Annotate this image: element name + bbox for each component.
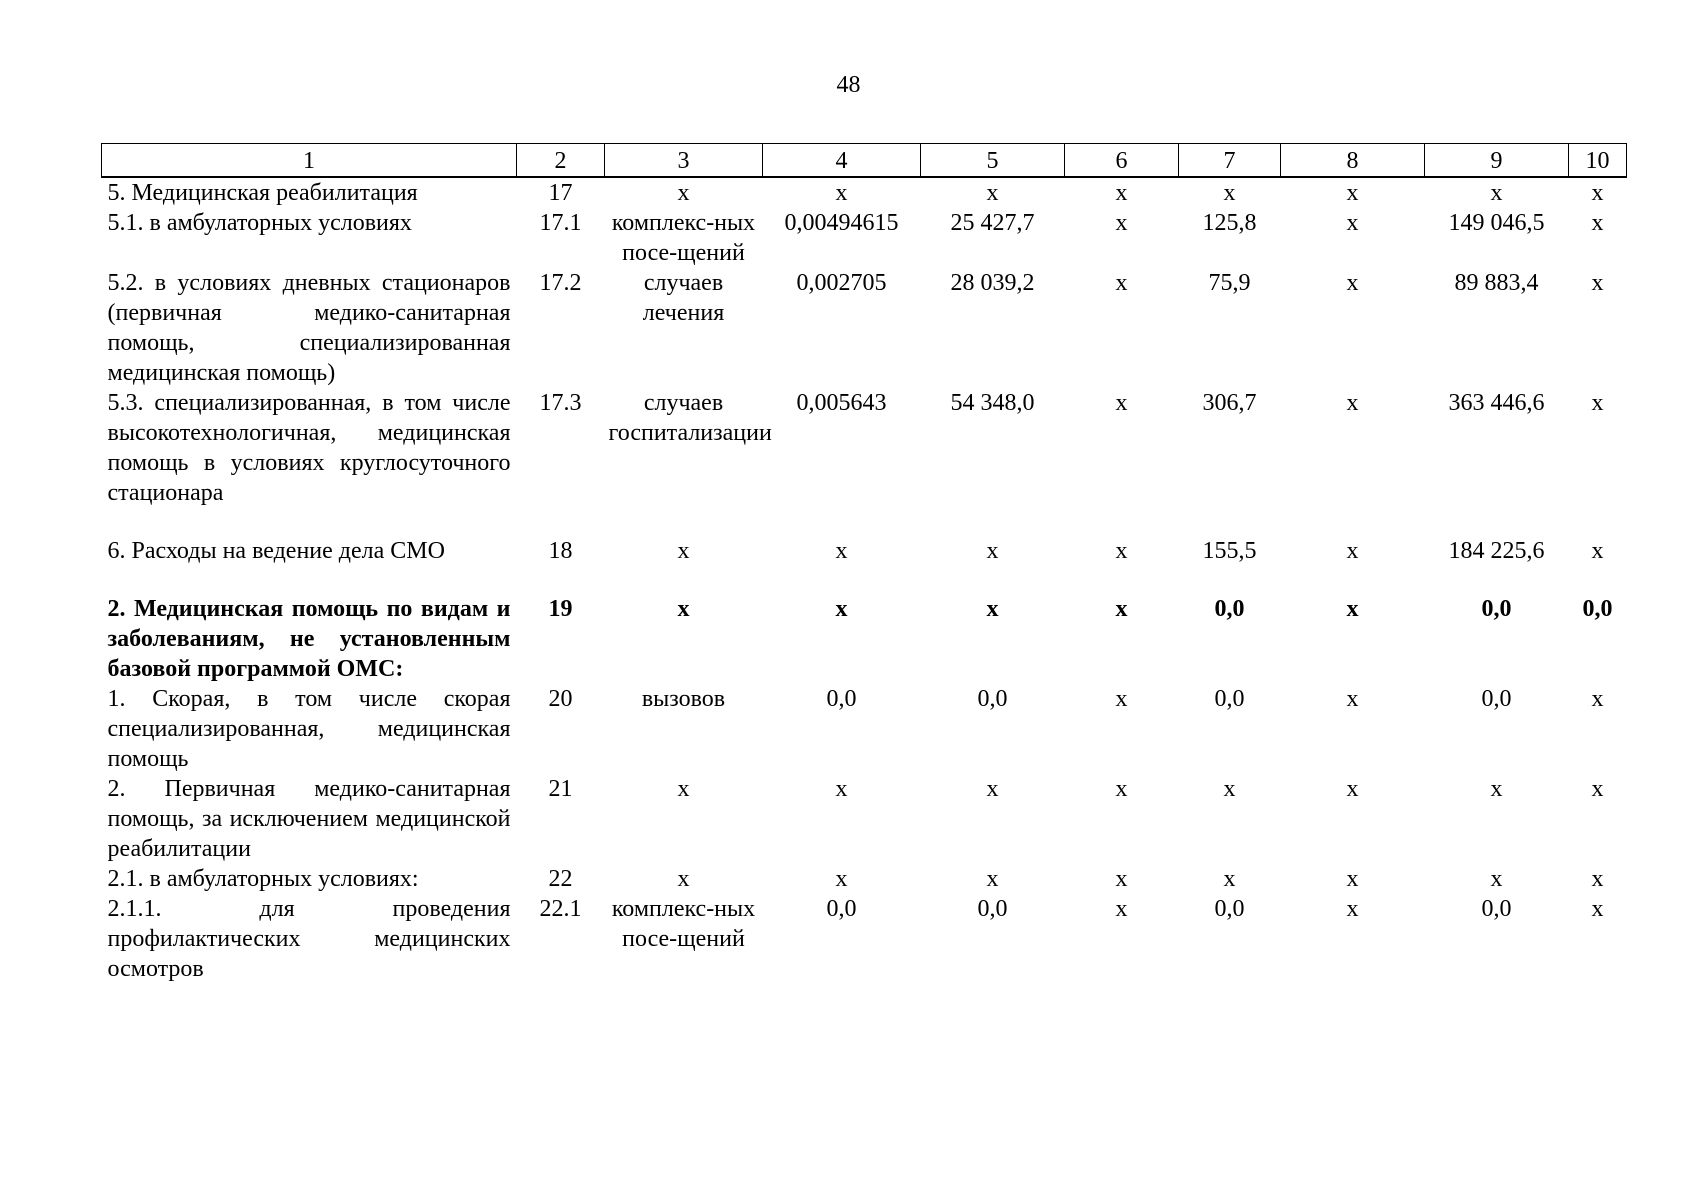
- row-value-6: х: [1115, 596, 1128, 622]
- row-value-7: х: [1223, 866, 1236, 892]
- table-body: [102, 177, 1627, 984]
- row-value-8: х: [1346, 180, 1359, 206]
- row-unit: х: [677, 866, 690, 892]
- column-header: 5: [921, 144, 1065, 178]
- column-number-row: [102, 144, 1627, 178]
- row-value-6: х: [1115, 210, 1128, 236]
- row-value-9: 184 225,6: [1448, 538, 1545, 564]
- row-value-4: 0,005643: [796, 390, 887, 416]
- row-value-8: х: [1346, 270, 1359, 296]
- row-code: 22: [548, 866, 573, 892]
- row-value-9: х: [1490, 776, 1503, 802]
- row-name: 5.2. в условиях дневных стационаров (первичная медико-санитарная помощь, специализированная медицинская помощь): [107, 270, 511, 386]
- page-number: 48: [836, 72, 861, 98]
- row-unit: комплекс-ных посе-щений: [611, 210, 756, 266]
- row-unit: х: [677, 180, 690, 206]
- row-value-9: 0,0: [1481, 686, 1512, 712]
- row-name: 2.1. в амбулаторных условиях:: [107, 866, 419, 892]
- row-value-5: х: [986, 180, 999, 206]
- row-name: 5. Медицинская реабилитация: [107, 180, 418, 206]
- table-row: [102, 208, 1627, 268]
- row-value-4: 0,0: [826, 686, 857, 712]
- row-value-6: х: [1115, 686, 1128, 712]
- row-unit: случаев госпитализации: [608, 390, 772, 446]
- row-unit: х: [677, 596, 690, 622]
- row-value-7: 125,8: [1202, 210, 1257, 236]
- row-value-7: 306,7: [1202, 390, 1257, 416]
- row-value-8: х: [1346, 776, 1359, 802]
- row-value-5: х: [986, 596, 999, 622]
- table-row: [102, 388, 1627, 508]
- row-value-6: х: [1115, 180, 1128, 206]
- row-value-8: х: [1346, 538, 1359, 564]
- row-value-5: х: [986, 866, 999, 892]
- table-row: [102, 684, 1627, 774]
- row-value-10: 0,0: [1582, 596, 1613, 622]
- table-row: [102, 774, 1627, 864]
- column-header: 3: [605, 144, 763, 178]
- column-header: 7: [1179, 144, 1281, 178]
- row-value-7: 0,0: [1214, 896, 1245, 922]
- row-value-9: 149 046,5: [1448, 210, 1545, 236]
- row-value-9: 363 446,6: [1448, 390, 1545, 416]
- row-value-6: х: [1115, 896, 1128, 922]
- row-value-9: х: [1490, 866, 1503, 892]
- row-value-10: х: [1591, 866, 1604, 892]
- row-value-4: х: [835, 776, 848, 802]
- row-unit: комплекс-ных посе-щений: [611, 896, 756, 952]
- row-value-9: 0,0: [1481, 596, 1512, 622]
- row-value-6: х: [1115, 270, 1128, 296]
- row-value-6: х: [1115, 776, 1128, 802]
- row-value-6: х: [1115, 538, 1128, 564]
- row-unit: х: [677, 538, 690, 564]
- table-row: [102, 864, 1627, 894]
- row-value-5: х: [986, 776, 999, 802]
- data-table: [101, 143, 1627, 984]
- row-value-5: 0,0: [977, 896, 1008, 922]
- row-name: 6. Расходы на ведение дела СМО: [107, 538, 445, 564]
- row-value-4: 0,0: [826, 896, 857, 922]
- row-name: 1. Скорая, в том числе скорая специализированная, медицинская помощь: [107, 686, 511, 772]
- row-code: 17: [548, 180, 573, 206]
- column-header: 9: [1425, 144, 1569, 178]
- table-row: [102, 536, 1627, 566]
- row-code: 22.1: [539, 896, 582, 922]
- row-value-7: 155,5: [1202, 538, 1257, 564]
- row-value-8: х: [1346, 896, 1359, 922]
- column-header: 8: [1281, 144, 1425, 178]
- row-name: 2. Медицинская помощь по видам и заболеваниям, не установленным базовой программой ОМС:: [107, 596, 511, 682]
- row-value-10: х: [1591, 270, 1604, 296]
- row-unit: случаев лечения: [642, 270, 725, 326]
- column-header: 10: [1569, 144, 1627, 178]
- row-value-7: 75,9: [1208, 270, 1251, 296]
- column-header: 1: [102, 144, 517, 178]
- row-code: 17.1: [539, 210, 582, 236]
- row-value-4: 0,002705: [796, 270, 887, 296]
- row-spacer: [102, 508, 1627, 536]
- row-value-6: х: [1115, 390, 1128, 416]
- table-row: [102, 594, 1627, 684]
- row-value-10: х: [1591, 896, 1604, 922]
- row-value-10: х: [1591, 776, 1604, 802]
- row-value-7: х: [1223, 180, 1236, 206]
- row-value-4: х: [835, 596, 848, 622]
- row-value-5: 28 039,2: [950, 270, 1035, 296]
- row-code: 20: [548, 686, 573, 712]
- row-value-5: 0,0: [977, 686, 1008, 712]
- table-row: [102, 894, 1627, 984]
- row-value-8: х: [1346, 596, 1359, 622]
- row-unit: х: [677, 776, 690, 802]
- row-value-5: х: [986, 538, 999, 564]
- row-value-10: х: [1591, 686, 1604, 712]
- row-value-8: х: [1346, 390, 1359, 416]
- row-spacer: [102, 566, 1627, 594]
- table-row: [102, 268, 1627, 388]
- row-value-8: х: [1346, 686, 1359, 712]
- row-name: 5.3. специализированная, в том числе высокотехнологичная, медицинская помощь в условиях круглосуточного стационара: [107, 390, 511, 506]
- row-value-6: х: [1115, 866, 1128, 892]
- row-value-10: х: [1591, 210, 1604, 236]
- column-header: 4: [763, 144, 921, 178]
- row-name: 2. Первичная медико-санитарная помощь, за исключением медицинской реабилитации: [107, 776, 511, 862]
- row-code: 18: [548, 538, 573, 564]
- row-value-10: х: [1591, 180, 1604, 206]
- row-value-4: х: [835, 538, 848, 564]
- row-value-10: х: [1591, 538, 1604, 564]
- column-header: 6: [1065, 144, 1179, 178]
- row-value-7: 0,0: [1214, 596, 1245, 622]
- row-code: 19: [548, 596, 573, 622]
- row-code: 17.2: [539, 270, 582, 296]
- row-value-9: 0,0: [1481, 896, 1512, 922]
- row-code: 17.3: [539, 390, 582, 416]
- row-name: 2.1.1. для проведения профилактических медицинских осмотров: [107, 896, 511, 982]
- row-value-4: 0,00494615: [784, 210, 899, 236]
- row-value-9: 89 883,4: [1454, 270, 1539, 296]
- row-code: 21: [548, 776, 573, 802]
- row-value-9: х: [1490, 180, 1503, 206]
- row-value-7: 0,0: [1214, 686, 1245, 712]
- column-header: 2: [517, 144, 605, 178]
- row-value-4: х: [835, 866, 848, 892]
- row-value-7: х: [1223, 776, 1236, 802]
- row-value-4: х: [835, 180, 848, 206]
- row-value-5: 25 427,7: [950, 210, 1035, 236]
- row-value-5: 54 348,0: [950, 390, 1035, 416]
- row-value-8: х: [1346, 866, 1359, 892]
- row-value-8: х: [1346, 210, 1359, 236]
- row-unit: вызовов: [641, 686, 726, 712]
- row-value-10: х: [1591, 390, 1604, 416]
- table-row: [102, 177, 1627, 208]
- row-name: 5.1. в амбулаторных условиях: [107, 210, 412, 236]
